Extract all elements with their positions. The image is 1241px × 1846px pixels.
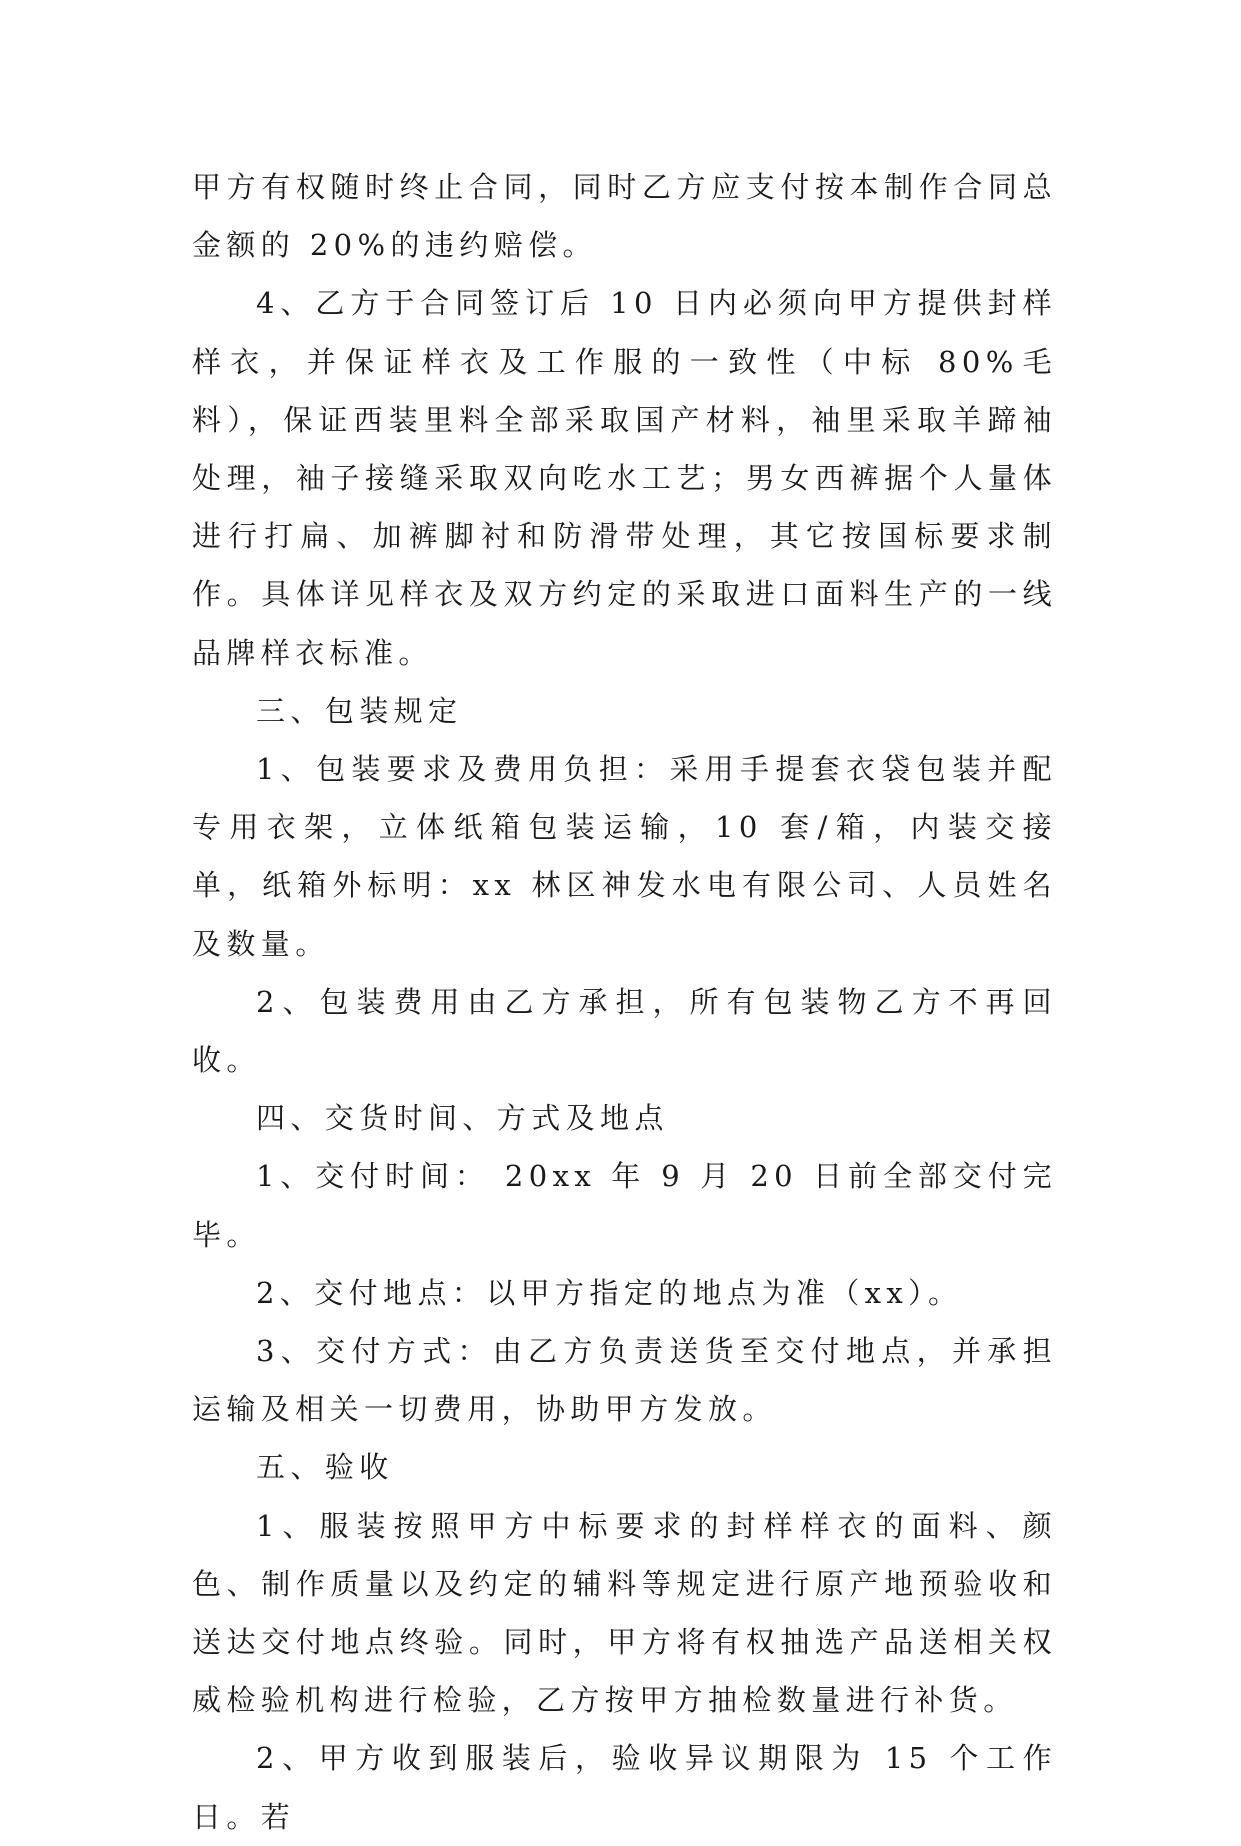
paragraph-packaging-cost: 2、包装费用由乙方承担，所有包装物乙方不再回收。 [192, 984, 1057, 1078]
paragraph-continuation: 甲方有权随时终止合同，同时乙方应支付按本制作合同总金额的 20%的违约赔偿。 [192, 170, 1057, 263]
section-heading-delivery: 四、交货时间、方式及地点 [256, 1101, 669, 1136]
paragraph-delivery-location: 2、交付地点：以甲方指定的地点为准（xx）。 [256, 1275, 963, 1310]
paragraph-sample-clause: 4、乙方于合同签订后 10 日内必须向甲方提供封样样衣，并保证样衣及工作服的一致性（中标 80%毛料），保证西装里料全部采取国产材料，袖里采取羊蹄袖处理，袖子接缝采取双向吃水工艺；男女西裤据个人量体进行打扁、加裤脚衬和防滑带处理，其它按国标要求制作。具体详见样衣及双方约定的采取进口面料生产的一线品牌样衣标准。 [192, 286, 1057, 670]
paragraph-delivery-method: 3、交付方式：由乙方负责送货至交付地点，并承担运输及相关一切费用，协助甲方发放。 [192, 1334, 1057, 1427]
document-body [192, 158, 1057, 1846]
paragraph-delivery-time: 1、交付时间： 20xx 年 9 月 20 日前全部交付完毕。 [192, 1159, 1057, 1252]
paragraph-acceptance-period: 2、甲方收到服装后，验收异议期限为 15 个工作日。若 [192, 1741, 1057, 1834]
section-heading-acceptance: 五、验收 [256, 1450, 394, 1485]
paragraph-acceptance-inspection: 1、服装按照甲方中标要求的封样样衣的面料、颜色、制作质量以及约定的辅料等规定进行原产地预验收和送达交付地点终验。同时，甲方将有权抽选产品送相关权威检验机构进行检验，乙方按甲方抽检数量进行补货。 [192, 1508, 1057, 1718]
section-heading-packaging: 三、包装规定 [256, 693, 463, 728]
paragraph-packaging-requirements: 1、包装要求及费用负担：采用手提套衣袋包装并配专用衣架，立体纸箱包装运输，10 套/箱，内装交接单，纸箱外标明：xx 林区神发水电有限公司、人员姓名及数量。 [192, 752, 1057, 961]
